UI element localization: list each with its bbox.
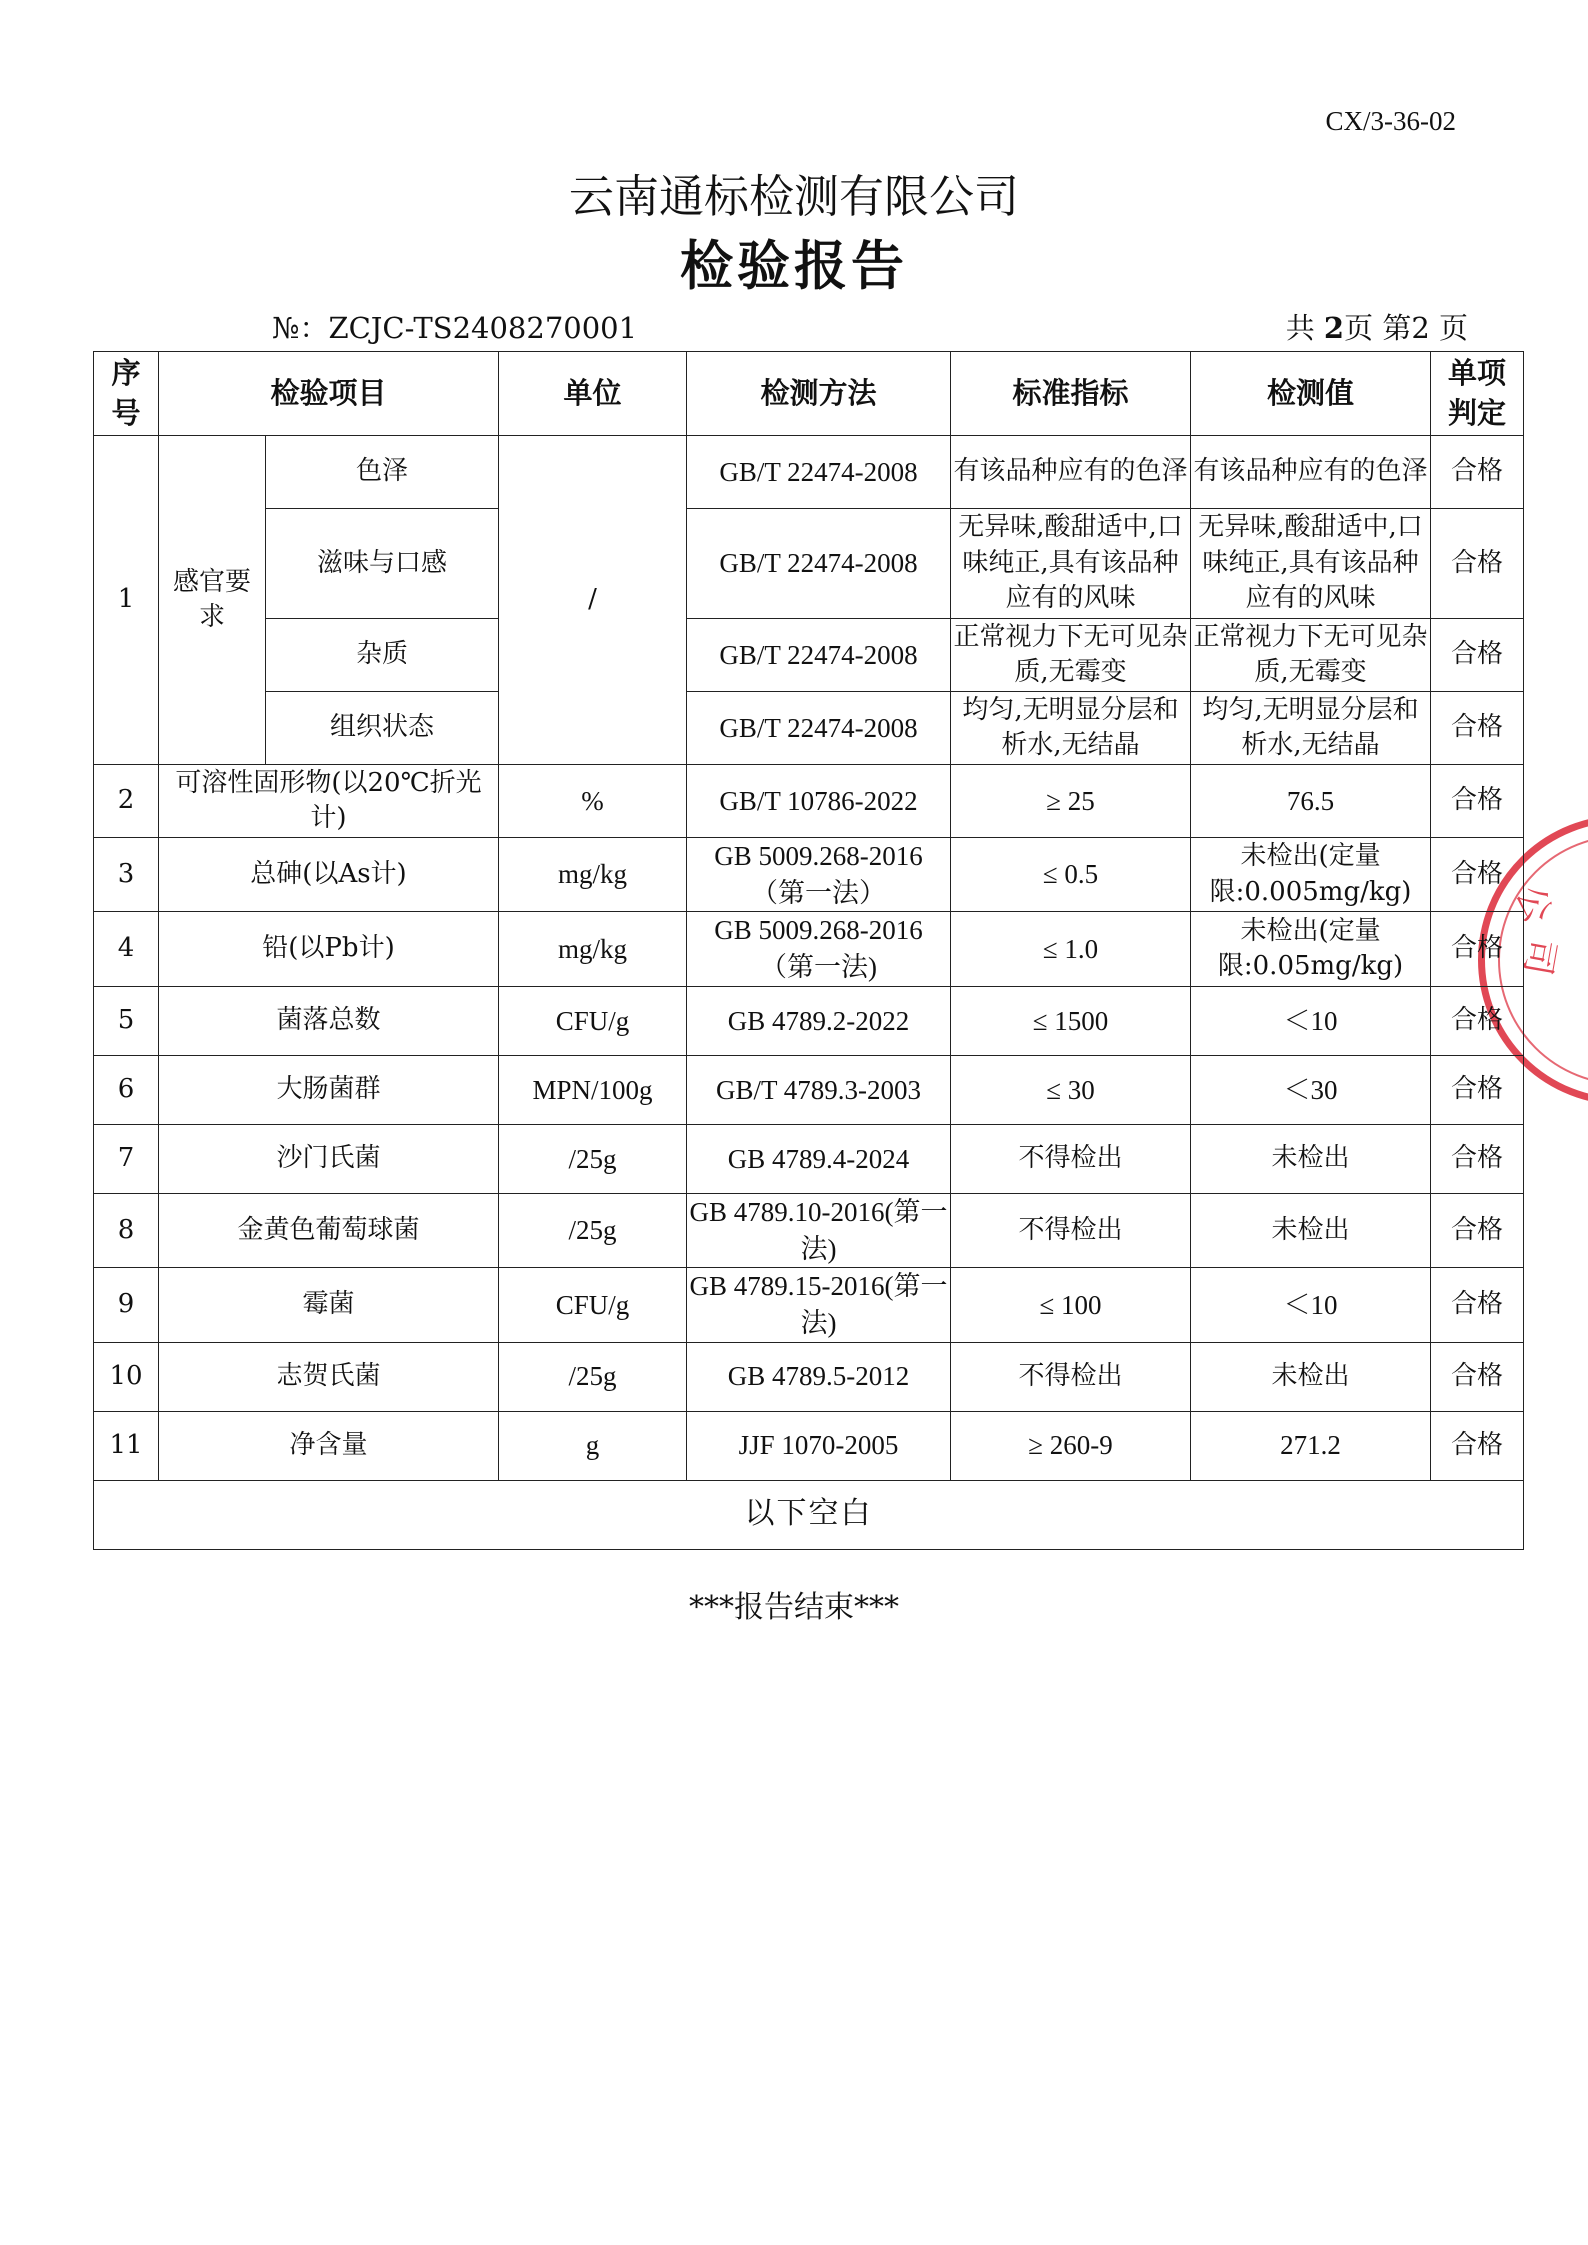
- unit: mg/kg: [499, 912, 687, 986]
- header-no: 序 号: [94, 352, 159, 436]
- item-name: 组织状态: [266, 692, 499, 765]
- item-name: 色泽: [266, 436, 499, 509]
- standard: ≥ 25: [951, 765, 1191, 838]
- verdict: 合格: [1431, 619, 1524, 692]
- method: GB/T 22474-2008: [687, 509, 951, 619]
- verdict: 合格: [1431, 1055, 1524, 1124]
- result: ＜30: [1191, 1055, 1431, 1124]
- result: 未检出(定量限:0.05mg/kg): [1191, 912, 1431, 986]
- method: GB 4789.2-2022: [687, 986, 951, 1055]
- seal-glyph: 司: [1515, 935, 1563, 979]
- result: 未检出: [1191, 1342, 1431, 1411]
- result: 未检出(定量限:0.005mg/kg): [1191, 838, 1431, 912]
- table-row: [94, 1193, 1524, 1267]
- result: ＜10: [1191, 1268, 1431, 1342]
- table-row: [94, 619, 1524, 692]
- table-header-row: [94, 352, 1524, 436]
- row-no: 6: [94, 1055, 159, 1124]
- standard: ≥ 260-9: [951, 1411, 1191, 1480]
- unit: /25g: [499, 1193, 687, 1267]
- standard: ≤ 0.5: [951, 838, 1191, 912]
- unit: CFU/g: [499, 986, 687, 1055]
- method: GB 4789.10-2016(第一法): [687, 1193, 951, 1267]
- verdict: 合格: [1431, 436, 1524, 509]
- unit: %: [499, 765, 687, 838]
- standard: ≤ 1500: [951, 986, 1191, 1055]
- unit: CFU/g: [499, 1268, 687, 1342]
- table-row: [94, 1124, 1524, 1193]
- page-total-prefix: 共: [1285, 311, 1324, 345]
- result: 76.5: [1191, 765, 1431, 838]
- standard: 不得检出: [951, 1342, 1191, 1411]
- item-name: 杂质: [266, 619, 499, 692]
- row-no: 8: [94, 1193, 159, 1267]
- table-row: [94, 765, 1524, 838]
- result: 271.2: [1191, 1411, 1431, 1480]
- item-name: 总砷(以As计): [159, 838, 499, 912]
- item-name: 滋味与口感: [266, 509, 499, 619]
- seal-glyph: 公: [1507, 880, 1559, 929]
- standard: ≤ 30: [951, 1055, 1191, 1124]
- sensory-group-label: 感官要 求: [159, 436, 266, 765]
- method: GB 4789.5-2012: [687, 1342, 951, 1411]
- item-name: 金黄色葡萄球菌: [159, 1193, 499, 1267]
- unit: MPN/100g: [499, 1055, 687, 1124]
- page-info: [1286, 306, 1468, 347]
- item-name: 志贺氏菌: [159, 1342, 499, 1411]
- verdict: 合格: [1431, 1342, 1524, 1411]
- unit: g: [499, 1411, 687, 1480]
- row-no: 5: [94, 986, 159, 1055]
- item-name: 可溶性固形物(以20℃折光计): [159, 765, 499, 838]
- inspection-table: [93, 351, 1524, 1550]
- standard: 正常视力下无可见杂质,无霉变: [951, 619, 1191, 692]
- table-row: [94, 1411, 1524, 1480]
- result: 均匀,无明显分层和析水,无结晶: [1191, 692, 1431, 765]
- report-end-mark: ***报告结束***: [689, 1590, 899, 1625]
- table-row: [94, 436, 1524, 509]
- standard: 不得检出: [951, 1124, 1191, 1193]
- standard: ≤ 1.0: [951, 912, 1191, 986]
- header-unit: 单位: [499, 352, 687, 436]
- method: GB/T 22474-2008: [687, 692, 951, 765]
- item-name: 霉菌: [159, 1268, 499, 1342]
- table-row: [94, 1055, 1524, 1124]
- row-no: 9: [94, 1268, 159, 1342]
- result: 正常视力下无可见杂质,无霉变: [1191, 619, 1431, 692]
- table-row: [94, 509, 1524, 619]
- verdict: 合格: [1431, 1193, 1524, 1267]
- method: GB/T 4789.3-2003: [687, 1055, 951, 1124]
- result: 未检出: [1191, 1124, 1431, 1193]
- row-no: 10: [94, 1342, 159, 1411]
- standard: 有该品种应有的色泽: [951, 436, 1191, 509]
- result: 未检出: [1191, 1193, 1431, 1267]
- item-name: 菌落总数: [159, 986, 499, 1055]
- row-no: 11: [94, 1411, 159, 1480]
- item-name: 净含量: [159, 1411, 499, 1480]
- standard: 均匀,无明显分层和析水,无结晶: [951, 692, 1191, 765]
- verdict: 合格: [1431, 1124, 1524, 1193]
- blank-note-row: [94, 1480, 1524, 1549]
- method: GB/T 22474-2008: [687, 436, 951, 509]
- header-verdict: 单项 判定: [1431, 352, 1524, 436]
- verdict: 合格: [1431, 1411, 1524, 1480]
- page-total: 2: [1323, 311, 1345, 345]
- table-row: [94, 838, 1524, 912]
- verdict: 合格: [1431, 692, 1524, 765]
- blank-note: 以下空白: [94, 1480, 1524, 1549]
- verdict: 合格: [1431, 912, 1524, 986]
- unit: /25g: [499, 1124, 687, 1193]
- report-title: 检验报告: [680, 236, 908, 297]
- form-code: CX/3-36-02: [1325, 106, 1456, 136]
- header-method: 检测方法: [687, 352, 951, 436]
- unit: /: [499, 436, 687, 765]
- report-number: №：ZCJC-TS2408270001: [272, 311, 638, 345]
- unit: mg/kg: [499, 838, 687, 912]
- verdict: 合格: [1431, 765, 1524, 838]
- item-name: 铅(以Pb计): [159, 912, 499, 986]
- table-row: [94, 692, 1524, 765]
- method: JJF 1070-2005: [687, 1411, 951, 1480]
- verdict: 合格: [1431, 509, 1524, 619]
- row-no: 3: [94, 838, 159, 912]
- table-row: [94, 1268, 1524, 1342]
- table-row: [94, 986, 1524, 1055]
- unit: /25g: [499, 1342, 687, 1411]
- result: 有该品种应有的色泽: [1191, 436, 1431, 509]
- method: GB/T 22474-2008: [687, 619, 951, 692]
- verdict: 合格: [1431, 986, 1524, 1055]
- header-result: 检测值: [1191, 352, 1431, 436]
- page-current: 页 第2 页: [1344, 311, 1468, 345]
- standard: 无异味,酸甜适中,口味纯正,具有该品种应有的风味: [951, 509, 1191, 619]
- item-name: 沙门氏菌: [159, 1124, 499, 1193]
- company-name: 云南通标检测有限公司: [568, 170, 1019, 223]
- method: GB/T 10786-2022: [687, 765, 951, 838]
- result: 无异味,酸甜适中,口味纯正,具有该品种应有的风味: [1191, 509, 1431, 619]
- method: GB 4789.4-2024: [687, 1124, 951, 1193]
- method: GB 4789.15-2016(第一法): [687, 1268, 951, 1342]
- row-no: 7: [94, 1124, 159, 1193]
- item-name: 大肠菌群: [159, 1055, 499, 1124]
- standard: ≤ 100: [951, 1268, 1191, 1342]
- method: GB 5009.268-2016（第一法): [687, 912, 951, 986]
- row-no: 1: [94, 436, 159, 765]
- result: ＜10: [1191, 986, 1431, 1055]
- header-item: 检验项目: [159, 352, 499, 436]
- header-standard: 标准指标: [951, 352, 1191, 436]
- verdict: 合格: [1431, 838, 1524, 912]
- table-row: [94, 1342, 1524, 1411]
- row-no: 4: [94, 912, 159, 986]
- verdict: 合格: [1431, 1268, 1524, 1342]
- method: GB 5009.268-2016（第一法）: [687, 838, 951, 912]
- table-row: [94, 912, 1524, 986]
- standard: 不得检出: [951, 1193, 1191, 1267]
- row-no: 2: [94, 765, 159, 838]
